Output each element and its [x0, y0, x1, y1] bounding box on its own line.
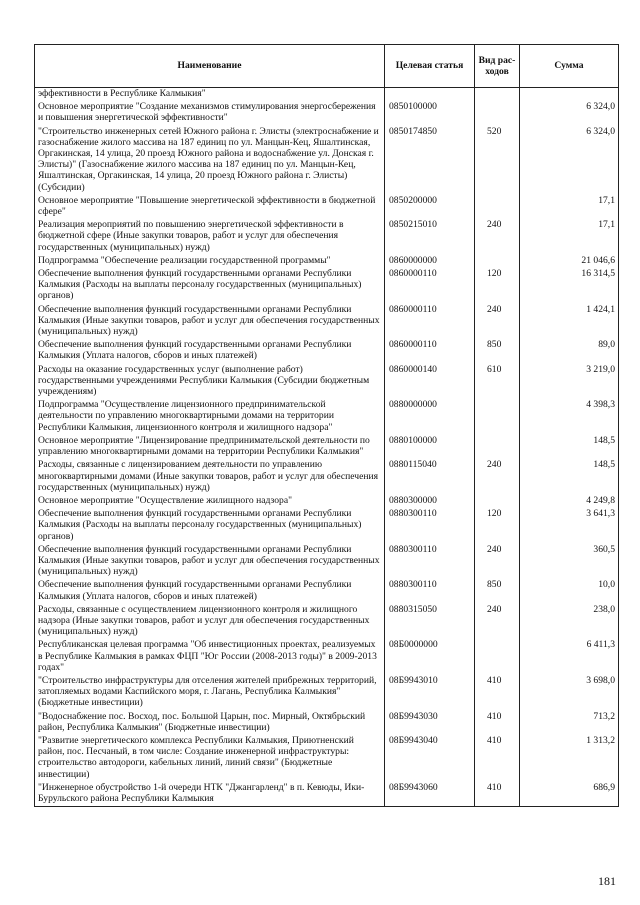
cell-sum: 21 046,6 [520, 255, 619, 268]
cell-sum: 686,9 [520, 782, 619, 807]
cell-vid [475, 101, 520, 125]
table-row [35, 195, 619, 219]
cell-vid: 410 [475, 675, 520, 711]
cell-code: 08Б9943060 [385, 782, 475, 807]
cell-code: 0850200000 [385, 195, 475, 219]
cell-sum: 17,1 [520, 219, 619, 255]
cell-sum: 713,2 [520, 711, 619, 735]
document-page [34, 44, 618, 807]
cell-sum: 6 324,0 [520, 126, 619, 195]
cell-code: 08Б9943010 [385, 675, 475, 711]
cell-sum: 10,0 [520, 579, 619, 603]
table-row [35, 544, 619, 580]
cell-vid [475, 639, 520, 675]
cell-name: эффективности в Республике Калмыкия" [35, 88, 385, 102]
table-row [35, 495, 619, 508]
cell-name: Обеспечение выполнения функций государственными органами Республики Калмыкия (Расходы на выплаты персоналу государственных (муниципальных) органов) [35, 508, 385, 544]
cell-name: Подпрограмма "Осуществление лицензионного предпринимательской деятельности по управлению многоквартирными домами на территории Республики Калмыкия, лицензионного контроля и жилищного надзора" [35, 399, 385, 435]
cell-vid [475, 435, 520, 459]
cell-name: Основное мероприятие "Осуществление жилищного надзора" [35, 495, 385, 508]
cell-name: "Строительство инфраструктуры для отселения жителей прибрежных территорий, затопляемых водами Каспийского моря, г. Лагань, Республика Калмыкия" (Бюджетные инвестиции) [35, 675, 385, 711]
table-row [35, 126, 619, 195]
cell-name: Реализация мероприятий по повышению энергетической эффективности в бюджетной сфере (Иные закупки товаров, работ и услуг для обеспечения государственных (муниципальных) нужд) [35, 219, 385, 255]
cell-vid: 240 [475, 219, 520, 255]
cell-code: 0850215010 [385, 219, 475, 255]
cell-vid [475, 399, 520, 435]
cell-vid: 410 [475, 711, 520, 735]
header-name: Наименование [35, 45, 385, 88]
table-row [35, 101, 619, 125]
cell-name: "Инженерное обустройство 1-й очереди НТК "Джангарленд" в п. Кевюды, Ики-Бурульского района Республики Калмыкия [35, 782, 385, 807]
cell-code: 0880300000 [385, 495, 475, 508]
table-row [35, 675, 619, 711]
cell-name: Основное мероприятие "Лицензирование предпринимательской деятельности по управлению многоквартирными домами на территории Республики Калмыкия" [35, 435, 385, 459]
cell-vid: 240 [475, 459, 520, 495]
cell-name: Основное мероприятие "Повышение энергетической эффективности в бюджетной сфере" [35, 195, 385, 219]
table-row [35, 219, 619, 255]
cell-vid [475, 88, 520, 102]
table-row [35, 579, 619, 603]
table-header [35, 45, 619, 88]
table-row [35, 255, 619, 268]
cell-vid: 240 [475, 604, 520, 640]
header-code: Целевая статья [385, 45, 475, 88]
table-row [35, 399, 619, 435]
cell-sum: 148,5 [520, 435, 619, 459]
cell-name: Республиканская целевая программа "Об инвестиционных проектах, реализуемых в Республике Калмыкия в рамках ФЦП "Юг России (2008-2013 годы)" в 2009-2013 годах" [35, 639, 385, 675]
table-row [35, 339, 619, 363]
cell-sum: 6 324,0 [520, 101, 619, 125]
cell-name: Обеспечение выполнения функций государственными органами Республики Калмыкия (Уплата налогов, сборов и иных платежей) [35, 579, 385, 603]
cell-code: 0860000110 [385, 339, 475, 363]
cell-sum: 17,1 [520, 195, 619, 219]
cell-code: 08Б9943030 [385, 711, 475, 735]
cell-code: 0860000140 [385, 364, 475, 400]
cell-code: 0860000000 [385, 255, 475, 268]
table-row [35, 735, 619, 782]
cell-sum: 6 411,3 [520, 639, 619, 675]
cell-sum: 1 424,1 [520, 304, 619, 340]
cell-vid: 850 [475, 579, 520, 603]
cell-code: 0880100000 [385, 435, 475, 459]
table-row [35, 268, 619, 304]
cell-name: Основное мероприятие "Создание механизмов стимулирования энергосбережения и повышения энергетической эффективности" [35, 101, 385, 125]
cell-vid: 240 [475, 544, 520, 580]
cell-name: Обеспечение выполнения функций государственными органами Республики Калмыкия (Уплата налогов, сборов и иных платежей) [35, 339, 385, 363]
cell-vid [475, 255, 520, 268]
cell-code: 0850174850 [385, 126, 475, 195]
cell-name: "Строительство инженерных сетей Южного района г. Элисты (электроснабжение и газоснабжение жилого массива на 187 единиц по ул. Манцын-Кец, Яшалтинская, Оргакинская, 14 улица, 20 проезд Южного района и водоснабжение ул. Донская г. Элисты)" (Газоснабжение жилого массива на 187 единиц по ул. Манцын-Кец, Яшалтинская, Оргакинская, 14 улица, 20 проезд Южного района г. Элисты) (Субсидии) [35, 126, 385, 195]
cell-code: 0860000110 [385, 268, 475, 304]
cell-sum: 148,5 [520, 459, 619, 495]
table-row [35, 508, 619, 544]
cell-name: "Водоснабжение пос. Восход, пос. Большой Царын, пос. Мирный, Октябрьский район, Республика Калмыкия" (Бюджетные инвестиции) [35, 711, 385, 735]
cell-code [385, 88, 475, 102]
cell-sum: 238,0 [520, 604, 619, 640]
header-sum: Сумма [520, 45, 619, 88]
header-vid: Вид рас- ходов [475, 45, 520, 88]
cell-name: Обеспечение выполнения функций государственными органами Республики Калмыкия (Расходы на выплаты персоналу государственных (муниципальных) органов) [35, 268, 385, 304]
table-row [35, 435, 619, 459]
cell-name: Расходы, связанные с лицензированием деятельности по управлению многоквартирными домами (Иные закупки товаров, работ и услуг для обеспечения государственных (муниципальных) нужд) [35, 459, 385, 495]
cell-vid [475, 495, 520, 508]
cell-code: 0880300110 [385, 508, 475, 544]
cell-code: 0880000000 [385, 399, 475, 435]
cell-vid: 410 [475, 782, 520, 807]
cell-vid: 520 [475, 126, 520, 195]
page-number: 181 [598, 874, 616, 888]
cell-vid: 610 [475, 364, 520, 400]
cell-vid: 850 [475, 339, 520, 363]
cell-sum: 1 313,2 [520, 735, 619, 782]
cell-sum: 3 698,0 [520, 675, 619, 711]
cell-sum [520, 88, 619, 102]
table-row [35, 604, 619, 640]
cell-code: 0880300110 [385, 544, 475, 580]
table-row [35, 459, 619, 495]
table-row [35, 88, 619, 102]
cell-name: Обеспечение выполнения функций государственными органами Республики Калмыкия (Иные закупки товаров, работ и услуг для обеспечения государственных (муниципальных) нужд) [35, 544, 385, 580]
cell-name: Обеспечение выполнения функций государственными органами Республики Калмыкия (Иные закупки товаров, работ и услуг для обеспечения государственных (муниципальных) нужд) [35, 304, 385, 340]
table-row [35, 304, 619, 340]
cell-code: 08Б9943040 [385, 735, 475, 782]
cell-code: 0860000110 [385, 304, 475, 340]
cell-code: 0880300110 [385, 579, 475, 603]
cell-code: 0880315050 [385, 604, 475, 640]
table-row [35, 782, 619, 807]
cell-sum: 360,5 [520, 544, 619, 580]
cell-name: "Развитие энергетического комплекса Республики Калмыкия, Приютненский район, пос. Песчаный, в том числе: Создание инженерной инфраструктуры: строительство автодороги, кабельных линий, линий связи" (Бюджетные инвестиции) [35, 735, 385, 782]
cell-sum: 3 641,3 [520, 508, 619, 544]
cell-vid: 120 [475, 268, 520, 304]
cell-name: Расходы, связанные с осуществлением лицензионного контроля и жилищного надзора (Иные закупки товаров, работ и услуг для обеспечения государственных (муниципальных) нужд) [35, 604, 385, 640]
cell-code: 08Б0000000 [385, 639, 475, 675]
cell-vid: 120 [475, 508, 520, 544]
cell-vid [475, 195, 520, 219]
table-row [35, 364, 619, 400]
cell-name: Подпрограмма "Обеспечение реализации государственной программы" [35, 255, 385, 268]
cell-code: 0850100000 [385, 101, 475, 125]
cell-vid: 410 [475, 735, 520, 782]
cell-sum: 4 249,8 [520, 495, 619, 508]
table-row [35, 639, 619, 675]
cell-name: Расходы на оказание государственных услуг (выполнение работ) государственными учреждениями Республики Калмыкия (Субсидии бюджетным учреждениям) [35, 364, 385, 400]
budget-table [34, 44, 619, 807]
cell-sum: 3 219,0 [520, 364, 619, 400]
table-row [35, 711, 619, 735]
cell-sum: 16 314,5 [520, 268, 619, 304]
cell-code: 0880115040 [385, 459, 475, 495]
table-body [35, 88, 619, 807]
cell-sum: 4 398,3 [520, 399, 619, 435]
cell-vid: 240 [475, 304, 520, 340]
cell-sum: 89,0 [520, 339, 619, 363]
